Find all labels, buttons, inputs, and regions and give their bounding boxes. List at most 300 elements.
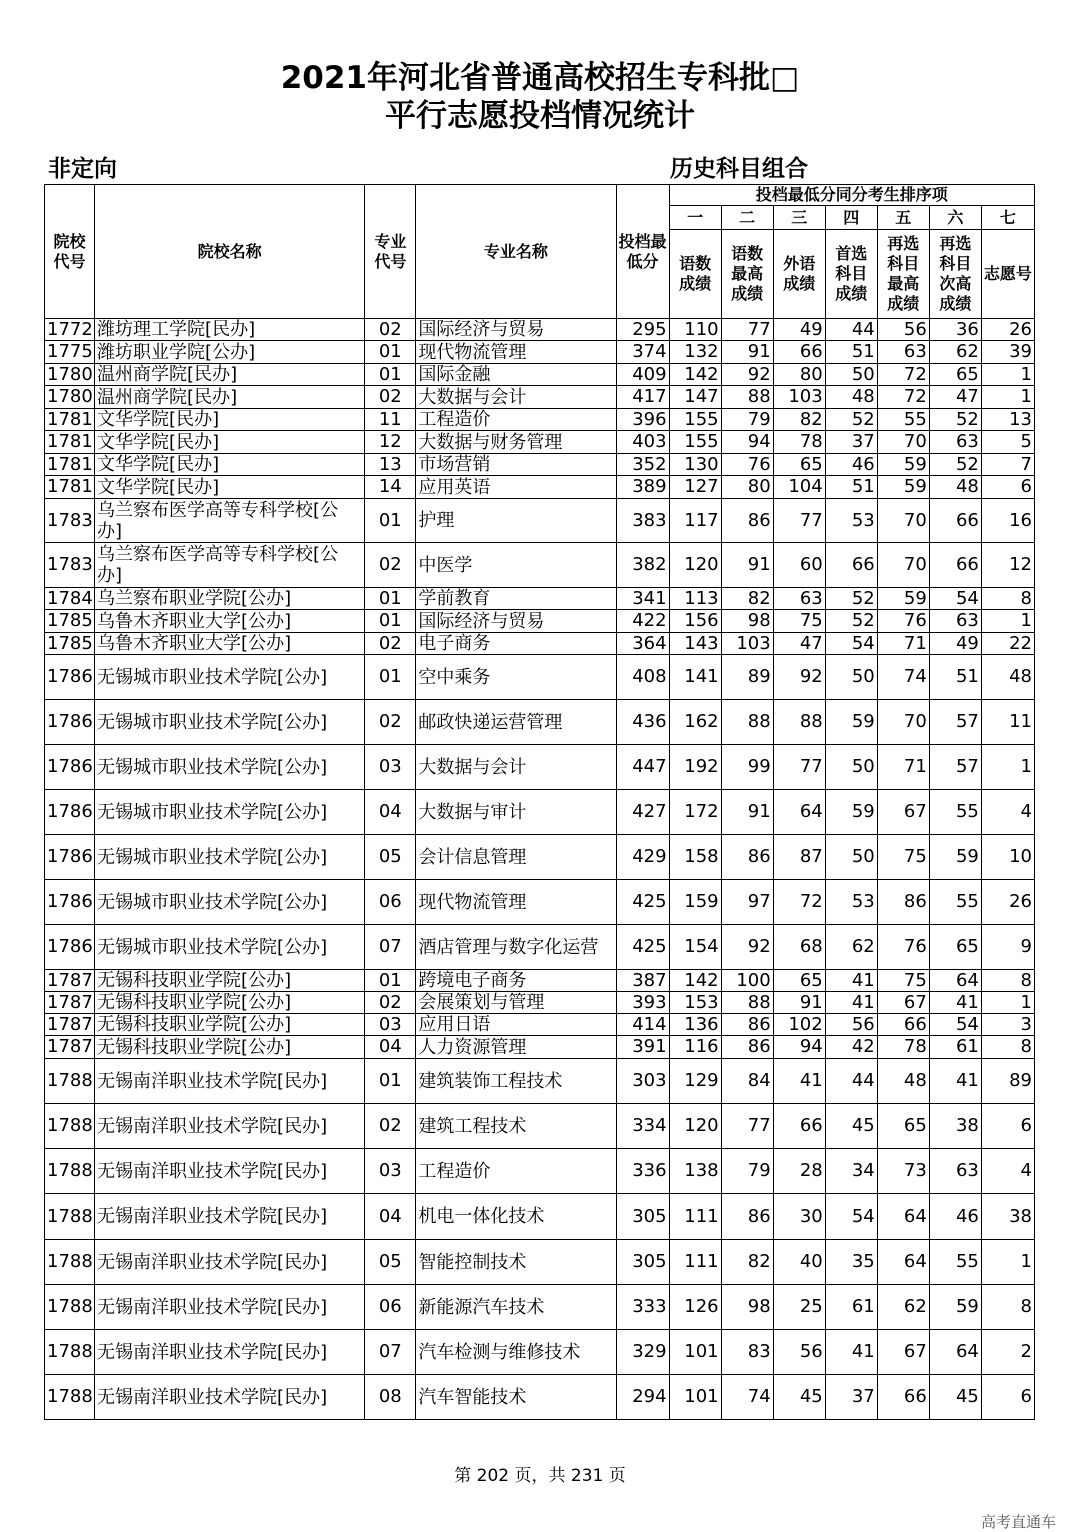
table-row — [45, 588, 1035, 610]
rank-value-cell: 71 — [877, 633, 929, 655]
rank-value-cell: 98 — [721, 1285, 773, 1330]
major-name-cell: 大数据与审计 — [416, 790, 616, 835]
major-name-cell: 大数据与财务管理 — [416, 431, 616, 454]
major-code-cell: 02 — [365, 1104, 416, 1149]
header-major-code: 专业代号 — [365, 185, 416, 319]
school-code-cell: 1781 — [45, 409, 95, 431]
major-code-cell: 02 — [365, 319, 416, 341]
rank-value-cell: 159 — [669, 880, 721, 925]
rank-value-cell: 48 — [825, 386, 877, 409]
table-row — [45, 409, 1035, 431]
major-name-cell: 机电一体化技术 — [416, 1194, 616, 1240]
rank-value-cell: 26 — [981, 319, 1034, 341]
rank-value-cell: 77 — [721, 1104, 773, 1149]
rank-value-cell: 13 — [981, 409, 1034, 431]
rank-value-cell: 48 — [981, 655, 1034, 700]
min-score-cell: 417 — [616, 386, 669, 409]
rank-value-cell: 41 — [825, 992, 877, 1014]
rank-value-cell: 51 — [929, 655, 981, 700]
rank-value-cell: 8 — [981, 970, 1034, 992]
rank-value-cell: 59 — [877, 454, 929, 476]
rank-value-cell: 59 — [877, 476, 929, 499]
school-name-cell: 无锡南洋职业技术学院[民办] — [95, 1059, 365, 1104]
rank-value-cell: 2 — [981, 1330, 1034, 1375]
rank-value-cell: 92 — [773, 655, 825, 700]
rank-value-cell: 3 — [981, 1014, 1034, 1036]
rank-value-cell: 72 — [877, 386, 929, 409]
major-name-cell: 跨境电子商务 — [416, 970, 616, 992]
rank-value-cell: 63 — [773, 588, 825, 610]
min-score-cell: 334 — [616, 1104, 669, 1149]
rank-value-cell: 48 — [929, 476, 981, 499]
rank-value-cell: 147 — [669, 386, 721, 409]
rank-value-cell: 89 — [721, 655, 773, 700]
table-row — [45, 1149, 1035, 1194]
school-code-cell: 1784 — [45, 588, 95, 610]
school-code-cell: 1781 — [45, 454, 95, 476]
rank-value-cell: 6 — [981, 1375, 1034, 1420]
table-row — [45, 386, 1035, 409]
school-code-cell: 1787 — [45, 1036, 95, 1059]
header-major-name: 专业名称 — [416, 185, 616, 319]
min-score-cell: 389 — [616, 476, 669, 499]
major-name-cell: 建筑工程技术 — [416, 1104, 616, 1149]
min-score-cell: 408 — [616, 655, 669, 700]
rank-value-cell: 51 — [825, 341, 877, 364]
min-score-cell: 427 — [616, 790, 669, 835]
rank-value-cell: 62 — [929, 341, 981, 364]
major-code-cell: 14 — [365, 476, 416, 499]
rank-value-cell: 8 — [981, 1036, 1034, 1059]
major-name-cell: 大数据与会计 — [416, 386, 616, 409]
table-row — [45, 1375, 1035, 1420]
rank-value-cell: 127 — [669, 476, 721, 499]
major-name-cell: 电子商务 — [416, 633, 616, 655]
major-code-cell: 04 — [365, 1194, 416, 1240]
table-row — [45, 970, 1035, 992]
min-score-cell: 295 — [616, 319, 669, 341]
rank-value-cell: 110 — [669, 319, 721, 341]
rank-value-cell: 88 — [721, 700, 773, 745]
min-score-cell: 305 — [616, 1194, 669, 1240]
major-code-cell: 05 — [365, 1240, 416, 1285]
rank-value-cell: 75 — [877, 970, 929, 992]
table-row — [45, 633, 1035, 655]
rank-value-cell: 80 — [773, 364, 825, 386]
school-code-cell: 1783 — [45, 543, 95, 588]
rank-value-cell: 64 — [773, 790, 825, 835]
major-name-cell: 市场营销 — [416, 454, 616, 476]
rank-value-cell: 63 — [877, 341, 929, 364]
rank-value-cell: 66 — [929, 543, 981, 588]
school-name-cell: 文华学院[民办] — [95, 476, 365, 499]
major-name-cell: 应用英语 — [416, 476, 616, 499]
rank-value-cell: 42 — [825, 1036, 877, 1059]
school-code-cell: 1786 — [45, 700, 95, 745]
school-name-cell: 温州商学院[民办] — [95, 386, 365, 409]
rank-value-cell: 9 — [981, 925, 1034, 970]
min-score-cell: 447 — [616, 745, 669, 790]
rank-value-cell: 50 — [825, 364, 877, 386]
min-score-cell: 422 — [616, 610, 669, 633]
rank-value-cell: 66 — [929, 499, 981, 543]
rank-value-cell: 44 — [825, 319, 877, 341]
school-code-cell: 1787 — [45, 992, 95, 1014]
rank-value-cell: 73 — [877, 1149, 929, 1194]
school-name-cell: 无锡科技职业学院[公办] — [95, 992, 365, 1014]
rank-value-cell: 116 — [669, 1036, 721, 1059]
table-row — [45, 476, 1035, 499]
rank-value-cell: 100 — [721, 970, 773, 992]
rank-value-cell: 61 — [929, 1036, 981, 1059]
major-code-cell: 03 — [365, 745, 416, 790]
major-code-cell: 01 — [365, 655, 416, 700]
school-code-cell: 1788 — [45, 1375, 95, 1420]
rank-value-cell: 41 — [773, 1059, 825, 1104]
header-rank-num: 四 — [825, 206, 877, 230]
rank-value-cell: 82 — [721, 1240, 773, 1285]
school-name-cell: 乌兰察布职业学院[公办] — [95, 588, 365, 610]
major-code-cell: 05 — [365, 835, 416, 880]
rank-value-cell: 111 — [669, 1240, 721, 1285]
rank-value-cell: 70 — [877, 700, 929, 745]
rank-value-cell: 70 — [877, 543, 929, 588]
min-score-cell: 341 — [616, 588, 669, 610]
major-name-cell: 人力资源管理 — [416, 1036, 616, 1059]
min-score-cell: 425 — [616, 925, 669, 970]
rank-value-cell: 101 — [669, 1375, 721, 1420]
major-name-cell: 汽车智能技术 — [416, 1375, 616, 1420]
major-name-cell: 会展策划与管理 — [416, 992, 616, 1014]
rank-value-cell: 1 — [981, 992, 1034, 1014]
rank-value-cell: 158 — [669, 835, 721, 880]
rank-value-cell: 68 — [773, 925, 825, 970]
rank-value-cell: 41 — [825, 1330, 877, 1375]
major-code-cell: 01 — [365, 341, 416, 364]
school-code-cell: 1781 — [45, 476, 95, 499]
major-code-cell: 01 — [365, 610, 416, 633]
rank-value-cell: 49 — [773, 319, 825, 341]
min-score-cell: 374 — [616, 341, 669, 364]
min-score-cell: 425 — [616, 880, 669, 925]
rank-value-cell: 64 — [877, 1240, 929, 1285]
rank-value-cell: 49 — [929, 633, 981, 655]
rank-value-cell: 46 — [929, 1194, 981, 1240]
header-rank-item: 语数最高成绩 — [721, 230, 773, 319]
rank-value-cell: 92 — [721, 925, 773, 970]
min-score-cell: 333 — [616, 1285, 669, 1330]
min-score-cell: 414 — [616, 1014, 669, 1036]
school-name-cell: 乌鲁木齐职业大学[公办] — [95, 633, 365, 655]
major-name-cell: 酒店管理与数字化运营 — [416, 925, 616, 970]
rank-value-cell: 59 — [929, 1285, 981, 1330]
rank-value-cell: 1 — [981, 1240, 1034, 1285]
school-code-cell: 1788 — [45, 1059, 95, 1104]
major-name-cell: 现代物流管理 — [416, 880, 616, 925]
rank-value-cell: 56 — [825, 1014, 877, 1036]
rank-value-cell: 54 — [929, 1014, 981, 1036]
rank-value-cell: 46 — [825, 454, 877, 476]
major-name-cell: 国际经济与贸易 — [416, 319, 616, 341]
rank-value-cell: 61 — [825, 1285, 877, 1330]
rank-value-cell: 142 — [669, 364, 721, 386]
rank-value-cell: 92 — [721, 364, 773, 386]
watermark: 高考直通车 — [980, 1513, 1056, 1531]
rank-value-cell: 55 — [929, 1240, 981, 1285]
rank-value-cell: 77 — [773, 499, 825, 543]
rank-value-cell: 38 — [929, 1104, 981, 1149]
subject-group-label: 历史科目组合 — [670, 156, 808, 182]
header-rank-group: 投档最低分同分考生排序项 — [669, 185, 1034, 206]
rank-value-cell: 117 — [669, 499, 721, 543]
school-code-cell: 1787 — [45, 1014, 95, 1036]
school-name-cell: 无锡城市职业技术学院[公办] — [95, 790, 365, 835]
major-code-cell: 01 — [365, 588, 416, 610]
major-code-cell: 04 — [365, 790, 416, 835]
header-rank-item: 语数成绩 — [669, 230, 721, 319]
rank-value-cell: 78 — [877, 1036, 929, 1059]
rank-value-cell: 36 — [929, 319, 981, 341]
table-row — [45, 364, 1035, 386]
rank-value-cell: 82 — [721, 588, 773, 610]
rank-value-cell: 72 — [877, 364, 929, 386]
major-code-cell: 07 — [365, 1330, 416, 1375]
rank-value-cell: 82 — [773, 409, 825, 431]
table-row — [45, 790, 1035, 835]
major-code-cell: 03 — [365, 1149, 416, 1194]
rank-value-cell: 88 — [721, 992, 773, 1014]
rank-value-cell: 8 — [981, 1285, 1034, 1330]
min-score-cell: 364 — [616, 633, 669, 655]
rank-value-cell: 70 — [877, 431, 929, 454]
school-name-cell: 无锡南洋职业技术学院[民办] — [95, 1375, 365, 1420]
rank-value-cell: 52 — [825, 610, 877, 633]
rank-value-cell: 126 — [669, 1285, 721, 1330]
rank-value-cell: 66 — [773, 341, 825, 364]
table-row — [45, 1194, 1035, 1240]
rank-value-cell: 1 — [981, 364, 1034, 386]
rank-value-cell: 102 — [773, 1014, 825, 1036]
rank-value-cell: 66 — [773, 1104, 825, 1149]
major-name-cell: 会计信息管理 — [416, 835, 616, 880]
rank-value-cell: 59 — [877, 588, 929, 610]
rank-value-cell: 38 — [981, 1194, 1034, 1240]
rank-value-cell: 53 — [825, 499, 877, 543]
rank-value-cell: 86 — [721, 1036, 773, 1059]
rank-value-cell: 28 — [773, 1149, 825, 1194]
rank-value-cell: 91 — [721, 790, 773, 835]
school-name-cell: 无锡南洋职业技术学院[民办] — [95, 1330, 365, 1375]
school-code-cell: 1786 — [45, 880, 95, 925]
header-rank-item: 外语成绩 — [773, 230, 825, 319]
rank-value-cell: 80 — [721, 476, 773, 499]
rank-value-cell: 30 — [773, 1194, 825, 1240]
rank-value-cell: 75 — [773, 610, 825, 633]
rank-value-cell: 47 — [773, 633, 825, 655]
rank-value-cell: 55 — [877, 409, 929, 431]
major-name-cell: 工程造价 — [416, 409, 616, 431]
rank-value-cell: 54 — [825, 633, 877, 655]
min-score-cell: 409 — [616, 364, 669, 386]
rank-value-cell: 37 — [825, 1375, 877, 1420]
rank-value-cell: 54 — [929, 588, 981, 610]
rank-value-cell: 6 — [981, 476, 1034, 499]
school-name-cell: 无锡南洋职业技术学院[民办] — [95, 1285, 365, 1330]
rank-value-cell: 63 — [929, 610, 981, 633]
major-code-cell: 01 — [365, 499, 416, 543]
rank-value-cell: 75 — [877, 835, 929, 880]
school-name-cell: 乌兰察布医学高等专科学校[公办] — [95, 543, 365, 588]
table-row — [45, 543, 1035, 588]
min-score-cell: 329 — [616, 1330, 669, 1375]
rank-value-cell: 59 — [825, 790, 877, 835]
header-rank-num: 七 — [981, 206, 1034, 230]
rank-value-cell: 52 — [825, 409, 877, 431]
major-name-cell: 新能源汽车技术 — [416, 1285, 616, 1330]
rank-value-cell: 10 — [981, 835, 1034, 880]
rank-value-cell: 52 — [929, 409, 981, 431]
rank-value-cell: 52 — [929, 454, 981, 476]
min-score-cell: 387 — [616, 970, 669, 992]
school-name-cell: 文华学院[民办] — [95, 431, 365, 454]
school-code-cell: 1780 — [45, 364, 95, 386]
major-name-cell: 工程造价 — [416, 1149, 616, 1194]
rank-value-cell: 91 — [721, 341, 773, 364]
rank-value-cell: 62 — [825, 925, 877, 970]
school-code-cell: 1786 — [45, 925, 95, 970]
school-name-cell: 无锡南洋职业技术学院[民办] — [95, 1149, 365, 1194]
school-code-cell: 1786 — [45, 790, 95, 835]
school-name-cell: 乌鲁木齐职业大学[公办] — [95, 610, 365, 633]
school-name-cell: 乌兰察布医学高等专科学校[公办] — [95, 499, 365, 543]
table-row — [45, 880, 1035, 925]
rank-value-cell: 86 — [721, 1014, 773, 1036]
header-min-score: 投档最低分 — [616, 185, 669, 319]
table-row — [45, 1240, 1035, 1285]
rank-value-cell: 94 — [721, 431, 773, 454]
rank-value-cell: 76 — [877, 610, 929, 633]
rank-value-cell: 50 — [825, 745, 877, 790]
rank-value-cell: 91 — [773, 992, 825, 1014]
rank-value-cell: 45 — [773, 1375, 825, 1420]
rank-value-cell: 84 — [721, 1059, 773, 1104]
table-row — [45, 1104, 1035, 1149]
school-name-cell: 温州商学院[民办] — [95, 364, 365, 386]
rank-value-cell: 67 — [877, 1330, 929, 1375]
header-rank-num: 五 — [877, 206, 929, 230]
rank-value-cell: 138 — [669, 1149, 721, 1194]
rank-value-cell: 16 — [981, 499, 1034, 543]
rank-value-cell: 35 — [825, 1240, 877, 1285]
table-row — [45, 610, 1035, 633]
rank-value-cell: 56 — [773, 1330, 825, 1375]
min-score-cell: 391 — [616, 1036, 669, 1059]
school-name-cell: 无锡科技职业学院[公办] — [95, 1014, 365, 1036]
school-code-cell: 1788 — [45, 1104, 95, 1149]
major-code-cell: 08 — [365, 1375, 416, 1420]
major-code-cell: 02 — [365, 992, 416, 1014]
rank-value-cell: 4 — [981, 1149, 1034, 1194]
rank-value-cell: 66 — [877, 1014, 929, 1036]
rank-value-cell: 57 — [929, 745, 981, 790]
school-code-cell: 1786 — [45, 745, 95, 790]
major-code-cell: 06 — [365, 1285, 416, 1330]
rank-value-cell: 89 — [981, 1059, 1034, 1104]
major-code-cell: 02 — [365, 633, 416, 655]
rank-value-cell: 45 — [929, 1375, 981, 1420]
major-code-cell: 02 — [365, 386, 416, 409]
rank-value-cell: 129 — [669, 1059, 721, 1104]
rank-value-cell: 67 — [877, 992, 929, 1014]
major-name-cell: 国际金融 — [416, 364, 616, 386]
school-code-cell: 1788 — [45, 1285, 95, 1330]
school-name-cell: 无锡城市职业技术学院[公办] — [95, 835, 365, 880]
rank-value-cell: 136 — [669, 1014, 721, 1036]
rank-value-cell: 155 — [669, 431, 721, 454]
school-code-cell: 1775 — [45, 341, 95, 364]
rank-value-cell: 70 — [877, 499, 929, 543]
table-row — [45, 655, 1035, 700]
rank-value-cell: 86 — [721, 835, 773, 880]
rank-value-cell: 91 — [721, 543, 773, 588]
major-name-cell: 汽车检测与维修技术 — [416, 1330, 616, 1375]
table-row — [45, 1330, 1035, 1375]
table-row — [45, 1059, 1035, 1104]
page-footer: 第 202 页，共 231 页 — [454, 1466, 626, 1486]
header-rank-num: 一 — [669, 206, 721, 230]
rank-value-cell: 65 — [773, 970, 825, 992]
min-score-cell: 383 — [616, 499, 669, 543]
rank-value-cell: 66 — [825, 543, 877, 588]
school-name-cell: 无锡城市职业技术学院[公办] — [95, 655, 365, 700]
major-code-cell: 11 — [365, 409, 416, 431]
rank-value-cell: 67 — [877, 790, 929, 835]
min-score-cell: 294 — [616, 1375, 669, 1420]
school-name-cell: 无锡南洋职业技术学院[民办] — [95, 1194, 365, 1240]
school-name-cell: 无锡城市职业技术学院[公办] — [95, 700, 365, 745]
school-code-cell: 1772 — [45, 319, 95, 341]
rank-value-cell: 94 — [773, 1036, 825, 1059]
rank-value-cell: 56 — [877, 319, 929, 341]
school-name-cell: 无锡城市职业技术学院[公办] — [95, 745, 365, 790]
min-score-cell: 305 — [616, 1240, 669, 1285]
rank-value-cell: 98 — [721, 610, 773, 633]
table-row — [45, 700, 1035, 745]
min-score-cell: 429 — [616, 835, 669, 880]
rank-value-cell: 59 — [929, 835, 981, 880]
rank-value-cell: 130 — [669, 454, 721, 476]
rank-value-cell: 76 — [877, 925, 929, 970]
school-name-cell: 潍坊理工学院[民办] — [95, 319, 365, 341]
rank-value-cell: 153 — [669, 992, 721, 1014]
rank-value-cell: 41 — [929, 992, 981, 1014]
rank-value-cell: 99 — [721, 745, 773, 790]
rank-value-cell: 50 — [825, 655, 877, 700]
rank-value-cell: 104 — [773, 476, 825, 499]
rank-value-cell: 65 — [929, 925, 981, 970]
school-name-cell: 文华学院[民办] — [95, 409, 365, 431]
school-code-cell: 1785 — [45, 610, 95, 633]
school-code-cell: 1788 — [45, 1194, 95, 1240]
school-code-cell: 1785 — [45, 633, 95, 655]
rank-value-cell: 78 — [773, 431, 825, 454]
school-code-cell: 1787 — [45, 970, 95, 992]
rank-value-cell: 65 — [877, 1104, 929, 1149]
rank-value-cell: 7 — [981, 454, 1034, 476]
major-name-cell: 护理 — [416, 499, 616, 543]
rank-value-cell: 120 — [669, 1104, 721, 1149]
min-score-cell: 403 — [616, 431, 669, 454]
